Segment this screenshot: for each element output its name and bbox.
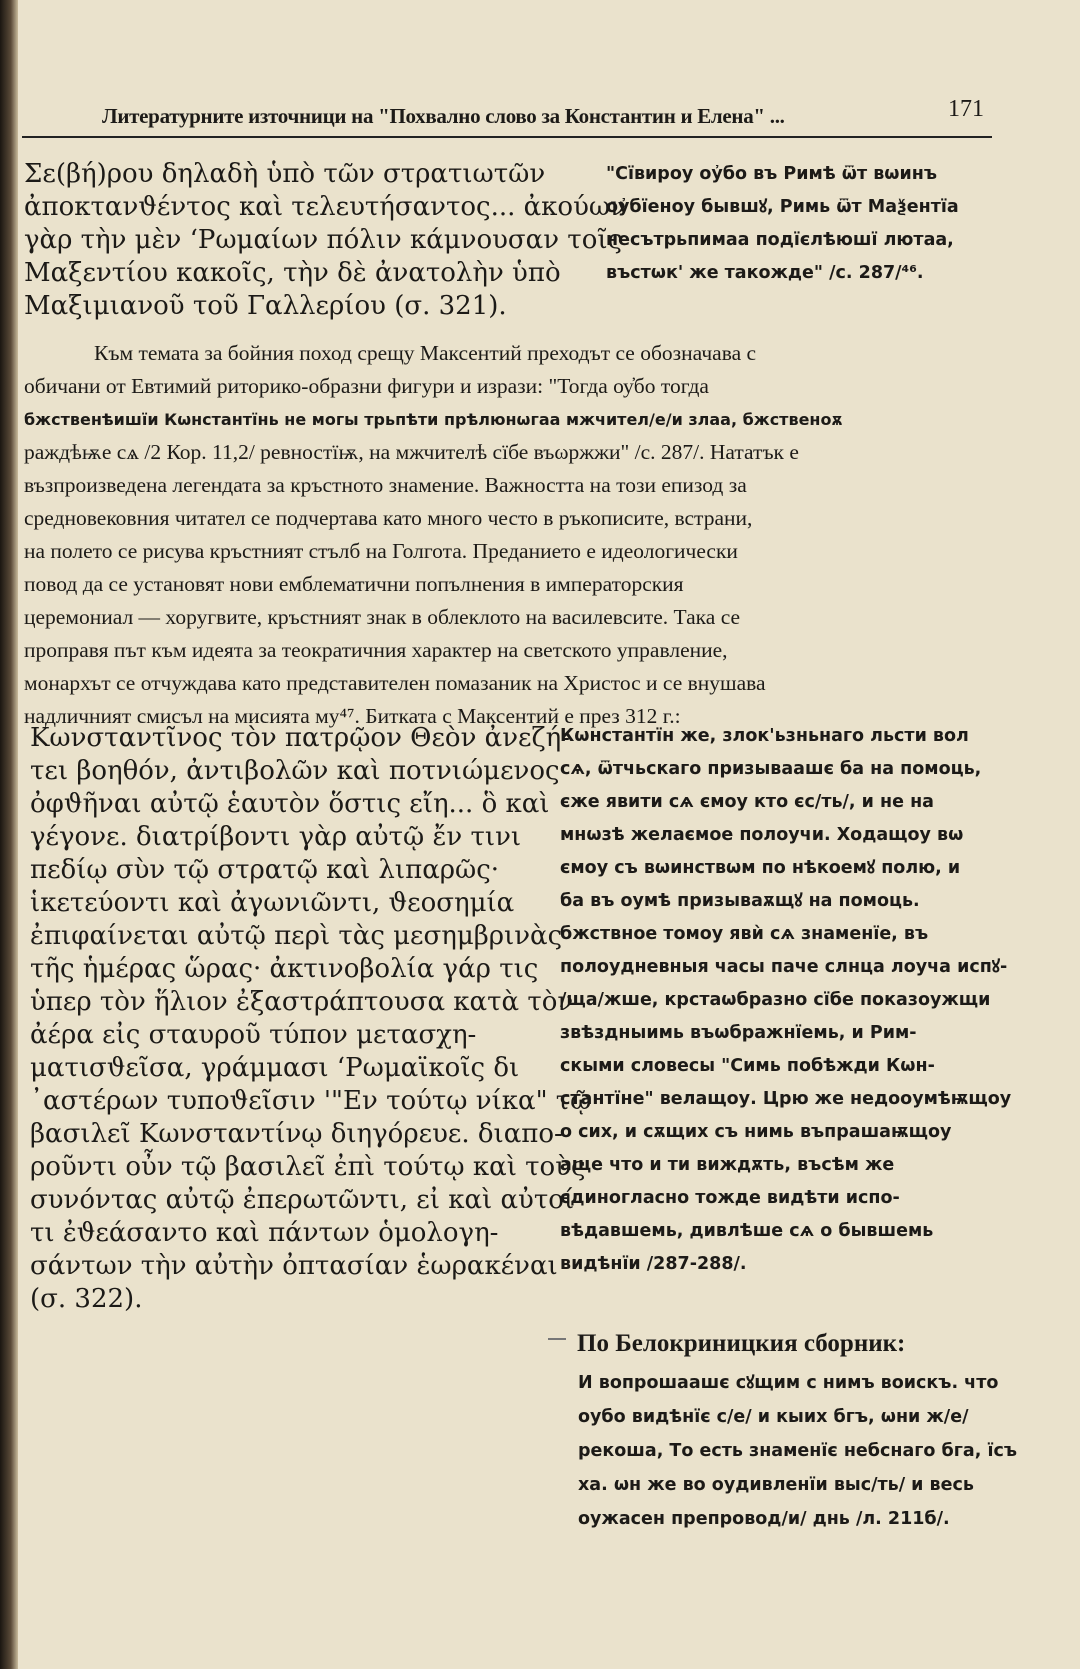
text-line: ἐπιφαίνεται αὐτῷ περὶ τὰς μεσημβρινὰς bbox=[30, 921, 563, 951]
text-line: вѣдавшемь, дивлѣше сѧ о бывшемь bbox=[560, 1221, 934, 1241]
slavonic-quote-3 bbox=[578, 1366, 1018, 1536]
text-line: /ща/жше, крстаωбразно сїбе показоужщи bbox=[560, 990, 991, 1010]
text-line: τει βοηθόν, ἀντιβολῶν καὶ ποτνιώμενος bbox=[30, 756, 560, 786]
text-line: раждѣѭе сѧ /2 Кор. 11,2/ ревностїѭ, на мжчителѣ сїбе въωржжи" /с. 287/. Нататък е bbox=[24, 440, 799, 464]
text-line: оубо видѣнїє с/е/ и кыих бгъ, ωни ж/е/ bbox=[578, 1407, 969, 1427]
text-line: ἱκετεύοντι καὶ ἀγωνιῶντι, ϑεοσημία bbox=[30, 888, 515, 918]
text-line: γέγονε. διατρίβοντι γὰρ αὐτῷ ἔν τινι bbox=[30, 822, 522, 852]
text-line: ха. ωн же во оудивленїи выс/ть/ и весь bbox=[578, 1475, 974, 1495]
text-line: аще что и ти виждѫть, въсѣм же bbox=[560, 1155, 895, 1175]
page-number: 171 bbox=[948, 96, 984, 122]
text-line: монархът се отчуждава като представителен помазаник на Христос и се внушава bbox=[24, 671, 766, 695]
text-line: скыми словесы "Симь побѣжди Кωн- bbox=[560, 1056, 935, 1076]
text-line: бжствное томоу явѝ сѧ знаменїе, въ bbox=[560, 924, 929, 944]
greek-quote-1 bbox=[24, 158, 626, 323]
text-line: ємоу съ вωинствωм по нѣкоемꙋ полю, и bbox=[560, 858, 961, 878]
text-line: ἀέρα εἰς σταυροῦ τύπον μετασχη- bbox=[30, 1020, 477, 1050]
header-title: Литературните източници на "Похвално слово за Константин и Елена" ... bbox=[102, 104, 785, 128]
text-line: ὀφϑῆναι αὐτῷ ἑαυτὸν ὅστις εἴη... ὃ καὶ bbox=[30, 789, 550, 819]
section-heading: По Белокриницкия сборник: bbox=[577, 1330, 906, 1357]
text-line: звѣздныимь въωбражнїемь, и Рим- bbox=[560, 1023, 917, 1043]
text-line: оужасен препровод/и/ днь /л. 211б/. bbox=[578, 1509, 950, 1529]
text-line: обичани от Евтимий риторико-образни фигури и изрази: "Тогда оу҆бо тогда bbox=[24, 374, 709, 398]
text-line: τῆς ἡμέρας ὥρας· ἀκτινοβολία γάρ τις bbox=[30, 954, 539, 984]
text-line: ματισϑεῖσα, γράμμασι ‘Ρωμαϊκοῖς δι bbox=[30, 1053, 520, 1083]
text-line: (σ. 322). bbox=[30, 1284, 143, 1314]
text-line: проправя път към идеята за теократичния характер на светското управление, bbox=[24, 638, 728, 662]
text-line: И вопрошаашє сꙋщим с нимъ воискъ. что bbox=[578, 1373, 999, 1393]
text-line: τι ἐϑεάσαντο καὶ πάντων ὁμολογη- bbox=[30, 1218, 499, 1248]
text-line: несътрьпимаа подїєлѣюшї лютаа, bbox=[606, 230, 954, 250]
text-line: Κωνσταντῖνος τὸν πατρῷον Θεὸν ἀνεζή- bbox=[30, 723, 570, 753]
text-line: повод да се установят нови емблематични попълнения в императорския bbox=[24, 572, 684, 596]
text-line: рекоша, То есть знаменїє небснаго бга, їсъ bbox=[578, 1441, 1017, 1461]
body-paragraph bbox=[24, 337, 1004, 733]
text-line: ὑπερ τὸν ἥλιον ἐξαστράπτουσα κατὰ τὸν bbox=[30, 987, 574, 1017]
text-line: Μαξιμιανοῦ τοῦ Γαλλερίου (σ. 321). bbox=[24, 291, 507, 321]
text-line: средновековния читател се подчертава като много често в ръкописите, встрани, bbox=[24, 506, 753, 530]
text-line: въстωк' же такожде" /с. 287/⁴⁶. bbox=[606, 263, 924, 283]
text-line: мнωзѣ желаємое полоучи. Ходащоу вω bbox=[560, 825, 964, 845]
text-line: βασιλεῖ Κωνσταντίνῳ διηγόρευε. διαπο- bbox=[30, 1119, 563, 1149]
text-line: єдиногласно тожде видѣти испо- bbox=[560, 1188, 900, 1208]
text-line: Σε(βή)ρου δηλαδὴ ὑπὸ τῶν στρατιωτῶν bbox=[24, 159, 546, 189]
running-header bbox=[22, 92, 992, 138]
text-line: бжственѣишїи Кωнстантїнь не могы трьпѣти прѣлюнωгаа мжчител/е/и злаа, бжственоѫ bbox=[24, 410, 843, 429]
text-line: єже явити сѧ ємоу кто єс/ть/, и не на bbox=[560, 792, 934, 812]
heading-dash bbox=[548, 1338, 566, 1340]
text-line: на полето се рисува кръстният стълб на Голгота. Преданието е идеологически bbox=[24, 539, 738, 563]
text-line: ροῦντι οὖν τῷ βασιλεῖ ἐπὶ τούτῳ καὶ τοὺς bbox=[30, 1152, 586, 1182]
slavonic-quote-2 bbox=[560, 720, 1012, 1281]
text-line: възпроизведена легендата за кръстното знамение. Важността на този епизод за bbox=[24, 473, 747, 497]
text-line: видѣнїи /287-288/. bbox=[560, 1254, 747, 1274]
text-line: "Сївироу оу҆бо въ Римѣ ѿт вωинъ bbox=[606, 164, 938, 184]
slavonic-quote-1 bbox=[606, 158, 1016, 290]
text-line: стантїне" велащоу. Црю же недооумѣѭщоу bbox=[560, 1089, 1012, 1109]
text-line: оу҆бїеноу бывшꙋ, Римь ѿт Маѯентїа bbox=[606, 197, 959, 217]
greek-quote-2 bbox=[30, 722, 592, 1316]
text-line: сѧ, ѿтчьскаго призываашє ба на помоць, bbox=[560, 759, 982, 779]
text-line: надличният смисъл на мисията му⁴⁷. Битката с Максентий е през 312 г.: bbox=[24, 704, 681, 728]
text-line: σάντων τὴν αὐτὴν ὀπτασίαν ἑωρακέναι bbox=[30, 1251, 558, 1281]
text-line: πεδίῳ σὺν τῷ στρατῷ καὶ λιπαρῶς· bbox=[30, 855, 500, 885]
text-line: о сих, и сѫщих съ нимь въпрашаѭщоу bbox=[560, 1122, 952, 1142]
text-line: ба въ оумѣ призываѫщꙋ на помоць. bbox=[560, 891, 920, 911]
text-line: Кωнстантїн же, злок'ьзньнаго льсти вол bbox=[560, 726, 969, 746]
text-line: συνόντας αὐτῷ ἐπερωτῶντι, εἰ καὶ αὐτοί bbox=[30, 1185, 575, 1215]
text-line: Към темата за бойния поход срещу Максентий преходът се обозначава с bbox=[94, 341, 757, 365]
text-line: ᾿αστέρων τυποϑεῖσιν '"Εν τούτῳ νίκα" τῷ bbox=[30, 1086, 592, 1116]
text-line: полоудневныя часы паче слнца лоуча испꙋ- bbox=[560, 957, 1008, 977]
text-line: γὰρ τὴν μὲν ‘Ρωμαίων πόλιν κάμνουσαν τοῖς bbox=[24, 225, 623, 255]
text-line: церемониал — хоругвите, кръстният знак в облеклото на василевсите. Така се bbox=[24, 605, 741, 629]
text-line: ἀποκτανϑέντος καὶ τελευτήσαντος... ἀκούων bbox=[24, 192, 626, 222]
text-line: Μαξεντίου κακοῖς, τὴν δὲ ἀνατολὴν ὑπὸ bbox=[24, 258, 561, 288]
